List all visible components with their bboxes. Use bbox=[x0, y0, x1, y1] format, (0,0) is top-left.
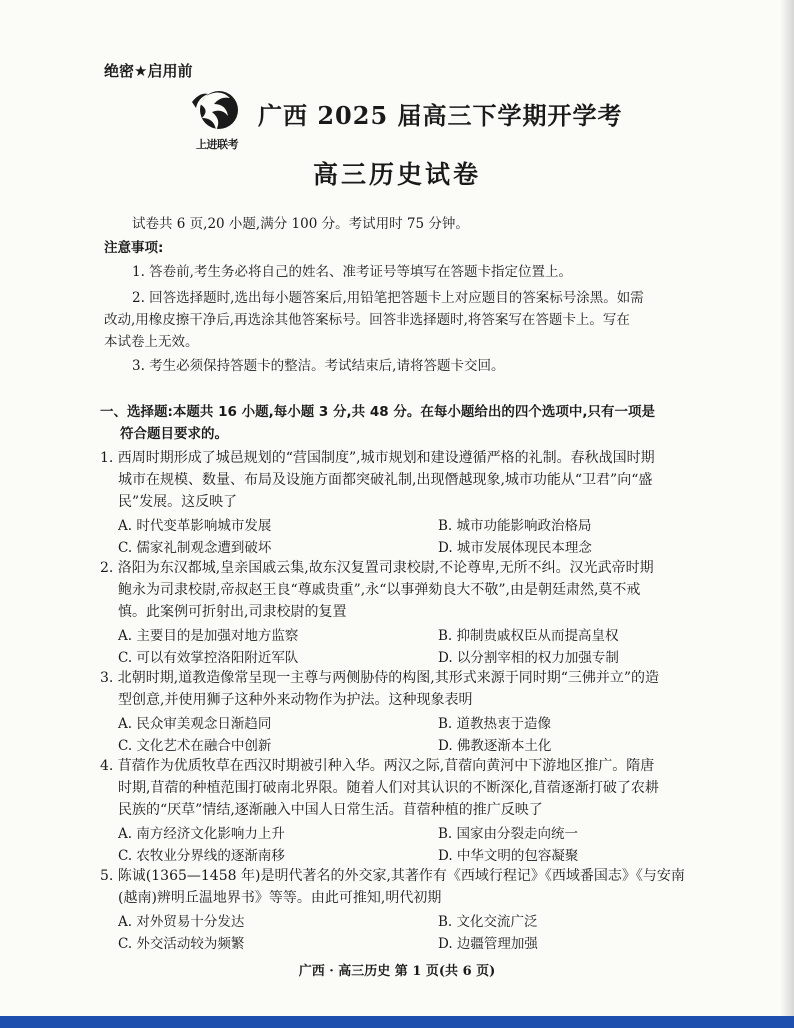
logo-text: 上进联考 bbox=[196, 138, 238, 151]
note-1: 1. 答卷前,考生务必将自己的姓名、准考证号等填写在答题卡指定位置上。 bbox=[132, 264, 572, 280]
note-2-line-2: 改动,用橡皮擦干净后,再选涂其他答案标号。回答非选择题时,将答案写在答题卡上。写在 bbox=[104, 312, 630, 328]
bottom-blue-band bbox=[0, 1016, 794, 1028]
section-heading-line-2: 符合题目要求的。 bbox=[120, 426, 228, 442]
q4-option-d: D. 中华文明的包容凝聚 bbox=[438, 848, 579, 864]
q2-option-c: C. 可以有效掌控洛阳附近军队 bbox=[118, 650, 299, 666]
q2-option-a: A. 主要目的是加强对地方监察 bbox=[118, 628, 299, 644]
q3-stem-line-1: 3. 北朝时期,道教造像常呈现一主尊与两侧胁侍的构图,其形式来源于同时期“三佛并立”的造 bbox=[100, 670, 660, 686]
confidential-label: 绝密★启用前 bbox=[104, 62, 193, 80]
q5-option-d: D. 边疆管理加强 bbox=[438, 936, 538, 952]
q1-stem-line-1: 1. 西周时期形成了城邑规划的“营国制度”,城市规划和建设遵循严格的礼制。春秋战国时期 bbox=[100, 450, 655, 466]
q3-option-d: D. 佛教逐渐本土化 bbox=[438, 738, 552, 754]
q2-option-d: D. 以分割宰相的权力加强专制 bbox=[438, 650, 619, 666]
exam-title: 广西 2025 届高三下学期开学考 bbox=[258, 101, 623, 130]
q5-option-a: A. 对外贸易十分发达 bbox=[118, 914, 245, 930]
q1-stem-line-2: 城市在规模、数量、布局及设施方面都突破礼制,出现僭越现象,城市功能从“卫君”向“盛 bbox=[118, 472, 653, 488]
q2-stem-line-1: 2. 洛阳为东汉都城,皇亲国戚云集,故东汉复置司隶校尉,不论尊卑,无所不纠。汉光武帝时期 bbox=[100, 560, 654, 576]
q4-stem-line-2: 时期,苜蓿的种植范围打破南北界限。随着人们对其认识的不断深化,苜蓿逐渐打破了农耕 bbox=[118, 780, 659, 796]
q4-option-a: A. 南方经济文化影响力上升 bbox=[118, 826, 285, 842]
q1-stem-line-3: 民”发展。这反映了 bbox=[118, 494, 238, 510]
exam-summary: 试卷共 6 页,20 小题,满分 100 分。考试用时 75 分钟。 bbox=[132, 216, 469, 232]
q1-option-b: B. 城市功能影响政治格局 bbox=[438, 518, 592, 534]
q4-option-c: C. 农牧业分界线的逐渐南移 bbox=[118, 848, 285, 864]
page-footer: 广西 · 高三历史 第 1 页(共 6 页) bbox=[298, 964, 496, 979]
q2-stem-line-3: 慎。此案例可折射出,司隶校尉的复置 bbox=[118, 604, 347, 620]
q1-option-c: C. 儒家礼制观念遭到破坏 bbox=[118, 540, 272, 556]
note-2-line-1: 2. 回答选择题时,选出每小题答案后,用铅笔把答题卡上对应题目的答案标号涂黑。如需 bbox=[132, 290, 644, 306]
q5-stem-line-1: 5. 陈诚(1365—1458 年)是明代著名的外交家,其著作有《西域行程记》《西域番国志》《与安南 bbox=[100, 868, 685, 884]
q1-option-d: D. 城市发展体现民本理念 bbox=[438, 540, 592, 556]
q4-stem-line-1: 4. 苜蓿作为优质牧草在西汉时期被引种入华。两汉之际,苜蓿向黄河中下游地区推广。隋唐 bbox=[100, 758, 655, 774]
page-edge-shadow bbox=[780, 0, 794, 1016]
note-2-line-3: 本试卷上无效。 bbox=[104, 334, 199, 350]
q3-option-c: C. 文化艺术在融合中创新 bbox=[118, 738, 272, 754]
q4-stem-line-3: 民族的“厌草”情结,逐渐融入中国人日常生活。苜蓿种植的推广反映了 bbox=[118, 802, 543, 818]
subject-title: 高三历史试卷 bbox=[312, 160, 481, 189]
q5-option-b: B. 文化交流广泛 bbox=[438, 914, 538, 930]
q3-stem-line-2: 型创意,并使用狮子这种外来动物作为护法。这种现象表明 bbox=[118, 692, 473, 708]
note-3: 3. 考生必须保持答题卡的整洁。考试结束后,请将答题卡交回。 bbox=[132, 358, 505, 374]
q2-stem-line-2: 鲍永为司隶校尉,帝叔赵王良“尊戚贵重”,永“以事弹劾良大不敬”,由是朝廷肃然,莫不戒 bbox=[118, 582, 641, 598]
section-heading-line-1: 一、选择题:本题共 16 小题,每小题 3 分,共 48 分。在每小题给出的四个选项中,只有一项是 bbox=[100, 404, 655, 420]
q1-option-a: A. 时代变革影响城市发展 bbox=[118, 518, 272, 534]
q3-option-b: B. 道教热衷于造像 bbox=[438, 716, 552, 732]
q5-option-c: C. 外交活动较为频繁 bbox=[118, 936, 245, 952]
q4-option-b: B. 国家由分裂走向统一 bbox=[438, 826, 579, 842]
q2-option-b: B. 抑制贵戚权臣从而提高皇权 bbox=[438, 628, 619, 644]
q5-stem-line-2: (越南)辨明丘温地界书》等等。由此可推知,明代初期 bbox=[118, 890, 442, 906]
q3-option-a: A. 民众审美观念日渐趋同 bbox=[118, 716, 272, 732]
notes-heading: 注意事项: bbox=[104, 240, 164, 256]
